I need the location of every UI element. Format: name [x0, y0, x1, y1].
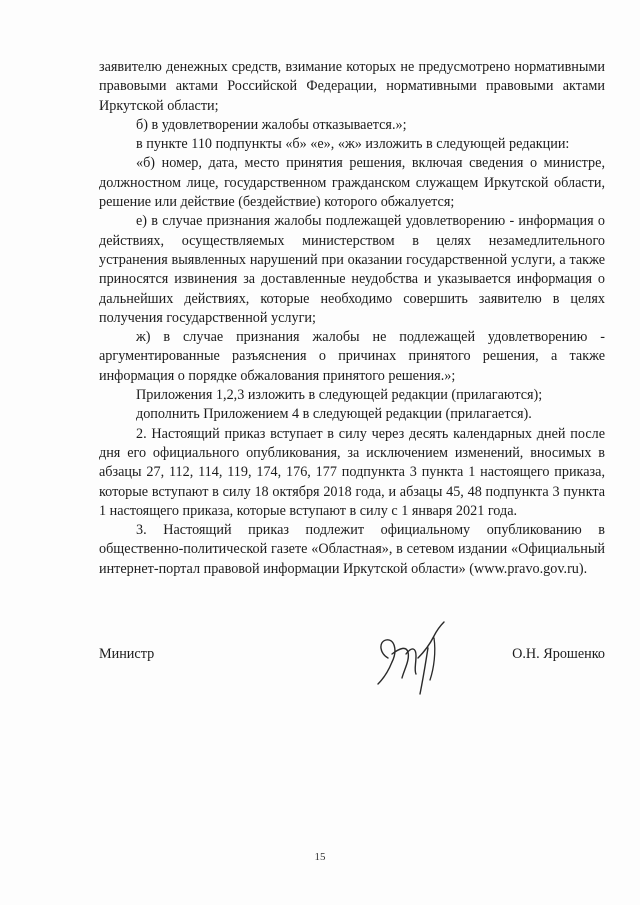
document-body — [99, 58, 605, 579]
paragraph-1: заявителю денежных средств, взимание которых не предусмотрено нормативными правовыми актами Российской Федерации, нормативными правовыми актами Иркутской области; — [99, 59, 605, 114]
position-title: Министр — [99, 646, 155, 662]
paragraph-3: в пункте 110 подпункты «б» «е», «ж» изложить в следующей редакции: — [136, 136, 570, 153]
page-number: 15 — [314, 851, 326, 863]
paragraph-8: дополнить Приложением 4 в следующей редакции (прилагается). — [136, 406, 532, 423]
paragraph-7: Приложения 1,2,3 изложить в следующей редакции (прилагаются); — [136, 387, 543, 404]
signature-block — [99, 646, 605, 666]
handwritten-signature — [372, 618, 458, 700]
paragraph-2: б) в удовлетворении жалобы отказывается.»; — [136, 116, 407, 133]
paragraph-6: ж) в случае признания жалобы не подлежащей удовлетворению - аргументированные разъяснения о причинах принятого решения, а также информация о порядке обжалования принятого решения.»; — [99, 329, 605, 384]
paragraph-4: «б) номер, дата, место принятия решения, включая сведения о министре, должностном лице, государственном гражданском служащем Иркутской области, решение или действие (бездействие) которого обжалуется; — [99, 155, 605, 211]
paragraph-9: 2. Настоящий приказ вступает в силу через десять календарных дней после дня его официального опубликования, за исключением изменений, вносимых в абзацы 27, 112, 114, 119, 174, 176, 177 подпункта 3 пункта 1 настоящего приказа, которые вступают в силу 18 октября 2018 года, и абзацы 45, 48 подпункта 3 пункта 1 настоящего приказа, которые вступают в силу с 1 января 2021 года. — [99, 425, 605, 519]
paragraph-5: е) в случае признания жалобы подлежащей удовлетворению - информация о действиях, осуществляемых министерством в целях незамедлительного устранения выявленных нарушений при оказании государственной услуги, а также приносятся извинения за доставленные неудобства и указывается информация о дальнейших действиях, которые необходимо совершить заявителю в целях получения государственной услуги; — [99, 213, 605, 326]
paragraph-10: 3. Настоящий приказ подлежит официальному опубликованию в общественно-политической газете «Областная», в сетевом издании «Официальный интернет-портал правовой информации Иркутской области» (www.pravo.gov.ru). — [99, 522, 605, 577]
signer-name: О.Н. Ярошенко — [512, 646, 605, 662]
